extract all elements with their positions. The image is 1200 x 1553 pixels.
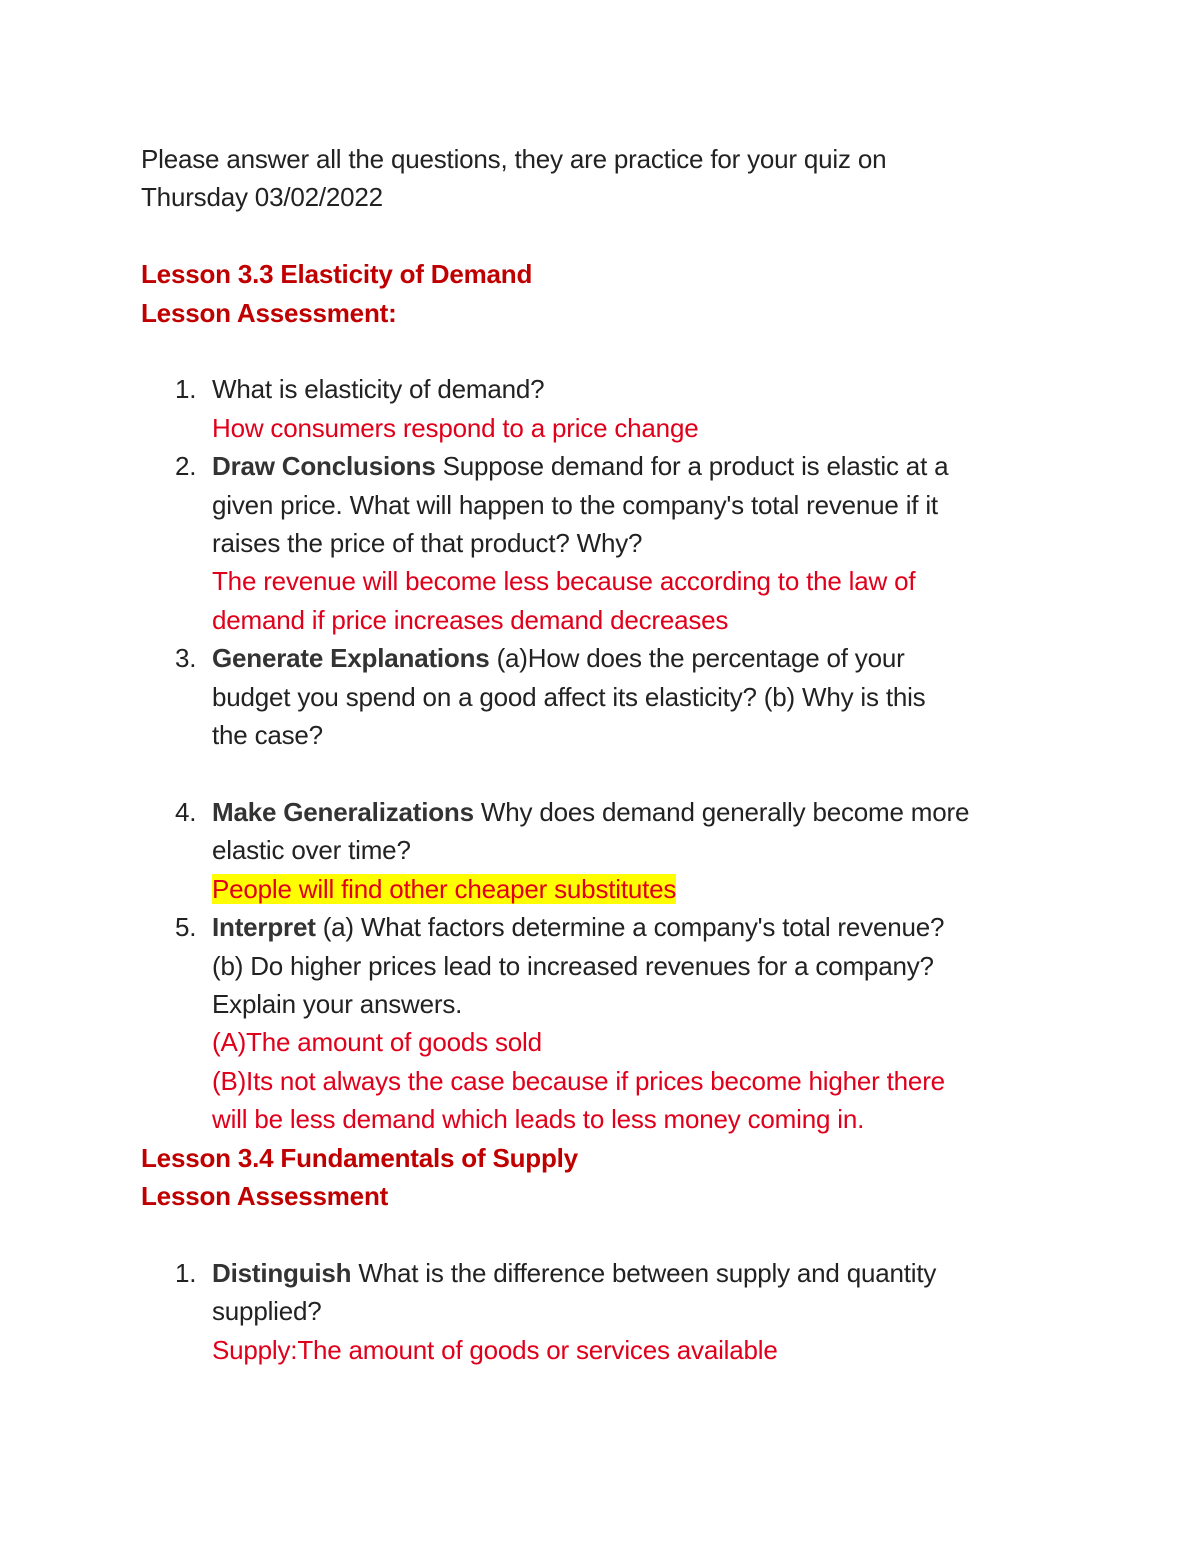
answer-text: Supply:The amount of goods or services available: [212, 1334, 778, 1365]
question-text: What is elasticity of demand?: [212, 374, 545, 405]
question-item: [141, 908, 1061, 1138]
question-text: (a)How does the percentage of your: [489, 643, 905, 674]
question-number: 2.: [175, 451, 197, 482]
question-item: [141, 1254, 1061, 1369]
lesson-3-3-question-list: [141, 370, 1061, 1138]
question-number: 4.: [175, 796, 197, 827]
question-text: (b) Do higher prices lead to increased revenues for a company?: [212, 950, 934, 981]
question-text: Explain your answers.: [212, 988, 463, 1019]
question-text: (a) What factors determine a company's total revenue?: [315, 912, 945, 943]
question-text: Suppose demand for a product is elastic at a: [435, 451, 949, 482]
answer-text: (B)Its not always the case because if prices become higher there: [212, 1065, 945, 1096]
lesson-3-4-assessment-heading: Lesson Assessment: [141, 1180, 389, 1211]
question-keyword: Make Generalizations: [212, 796, 474, 827]
question-text: raises the price of that product? Why?: [212, 528, 643, 559]
question-number: 1.: [175, 374, 197, 405]
answer-text: will be less demand which leads to less money coming in.: [212, 1104, 865, 1135]
document-page: [141, 140, 1061, 1369]
lesson-3-3-title: Lesson 3.3 Elasticity of Demand: [141, 259, 533, 290]
question-keyword: Interpret: [212, 912, 316, 943]
question-number: 5.: [175, 912, 197, 943]
question-item: [141, 639, 1061, 793]
question-item: [141, 793, 1061, 908]
question-item: [141, 370, 1061, 447]
answer-text: The revenue will become less because according to the law of: [212, 566, 916, 597]
question-number: 1.: [175, 1257, 197, 1288]
intro-line-1: Please answer all the questions, they are practice for your quiz on: [141, 144, 887, 174]
question-text: elastic over time?: [212, 835, 411, 866]
highlighted-answer-text: People will find other cheaper substitutes: [212, 873, 677, 904]
question-text: the case?: [212, 720, 323, 751]
question-text: supplied?: [212, 1296, 322, 1327]
lesson-3-4-title: Lesson 3.4 Fundamentals of Supply: [141, 1142, 578, 1173]
question-keyword: Draw Conclusions: [212, 451, 436, 482]
question-text: budget you spend on a good affect its elasticity? (b) Why is this: [212, 681, 926, 712]
question-text: What is the difference between supply and quantity: [351, 1257, 937, 1288]
intro-text: [141, 140, 1061, 217]
lesson-3-3-assessment-heading: Lesson Assessment:: [141, 297, 397, 328]
question-keyword: Distinguish: [212, 1257, 352, 1288]
question-text: given price. What will happen to the company's total revenue if it: [212, 489, 938, 520]
intro-line-2: Thursday 03/02/2022: [141, 182, 383, 213]
question-text: Why does demand generally become more: [473, 796, 970, 827]
answer-text: How consumers respond to a price change: [212, 412, 699, 443]
question-item: [141, 447, 1061, 639]
question-keyword: Generate Explanations: [212, 643, 490, 674]
answer-text: demand if price increases demand decreases: [212, 604, 729, 635]
answer-text: (A)The amount of goods sold: [212, 1027, 542, 1058]
lesson-3-4-question-list: [141, 1254, 1061, 1369]
question-number: 3.: [175, 643, 197, 674]
